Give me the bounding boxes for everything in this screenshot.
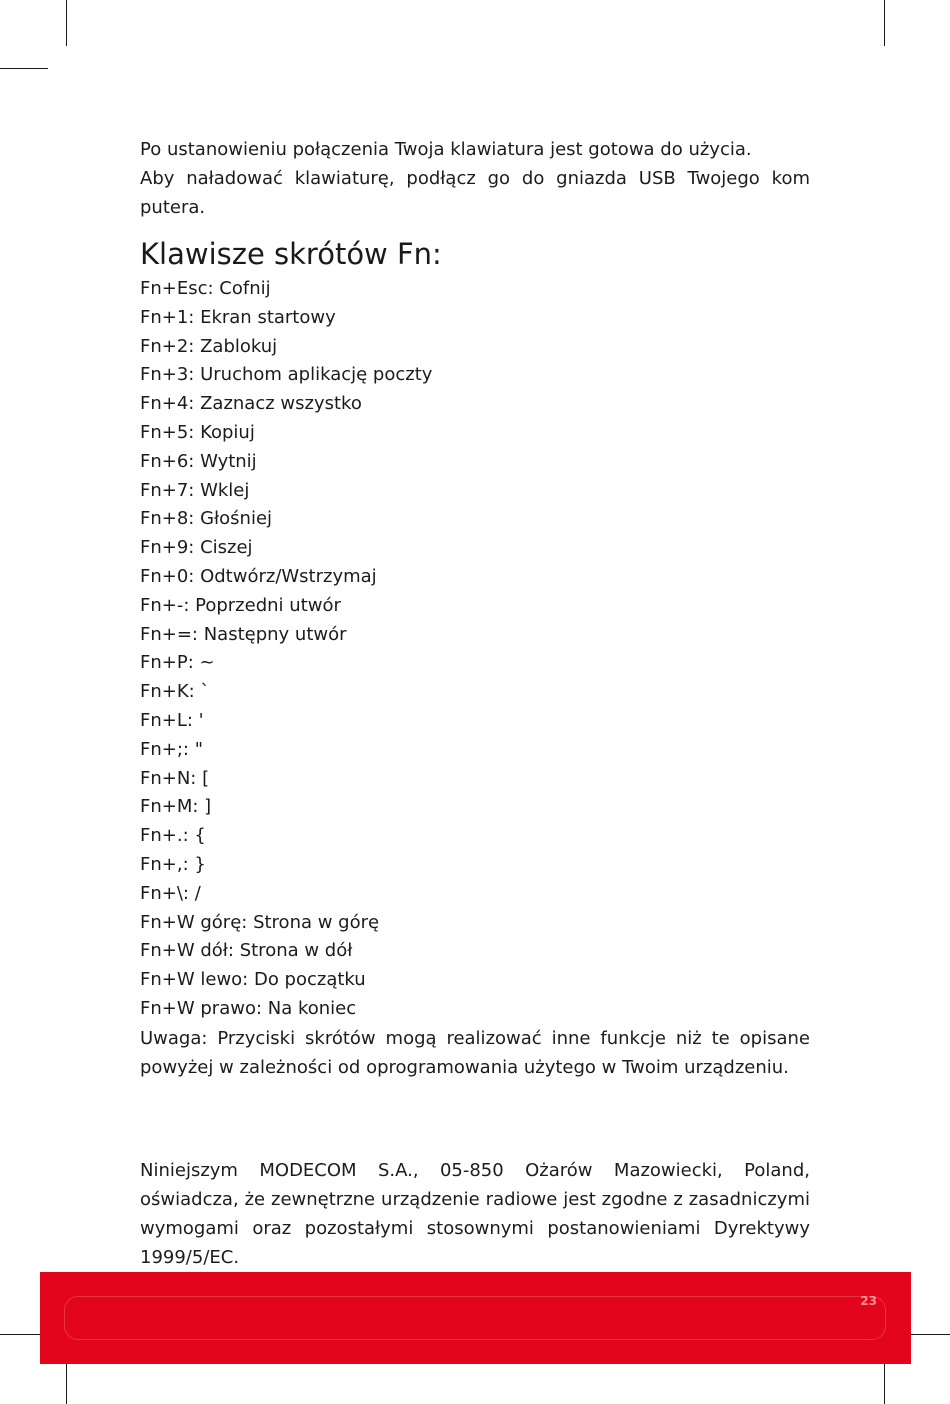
shortcut-item: Fn+W prawo: Na koniec — [140, 997, 357, 1019]
shortcut-item: Fn+2: Zablokuj — [140, 335, 278, 357]
shortcut-item: Fn+W dół: Strona w dół — [140, 940, 353, 962]
manual-content — [140, 135, 810, 1082]
shortcut-item: Fn+5: Kopiuj — [140, 421, 255, 443]
shortcut-item: Fn+=: Następny utwór — [140, 623, 347, 645]
shortcut-item: Fn+-: Poprzedni utwór — [140, 594, 341, 616]
shortcut-item: Fn+W górę: Strona w górę — [140, 911, 380, 933]
footer-inner-frame — [64, 1296, 886, 1340]
conformity-declaration: Niniejszym MODECOM S.A., 05-850 Ożarów Mazowiecki, Poland, oświadcza, że zewnętrzne urządzenie radiowe jest zgodne z zasadniczymi wymogami oraz pozostałymi stosownymi postanowieniami Dyrektywy 1999/5/EC. — [140, 1160, 810, 1268]
intro-line-connected: Po ustanowieniu połączenia Twoja klawiatura jest gotowa do użycia. — [140, 139, 752, 160]
shortcut-item: Fn+1: Ekran startowy — [140, 306, 336, 328]
shortcut-item: Fn+9: Ciszej — [140, 537, 253, 559]
shortcut-item: Fn+4: Zaznacz wszystko — [140, 393, 362, 415]
shortcut-item: Fn+M: ] — [140, 796, 212, 818]
shortcuts-heading: Klawisze skrótów Fn: — [140, 237, 442, 271]
shortcut-list — [140, 275, 810, 1024]
shortcut-item: Fn+6: Wytnij — [140, 450, 257, 472]
shortcut-item: Fn+7: Wklej — [140, 479, 250, 501]
intro-line-charging: Aby naładować klawiaturę, podłącz go do gniazda USB Twojego kom putera. — [140, 168, 810, 218]
page-number: 23 — [860, 1294, 877, 1308]
shortcut-item: Fn+3: Uruchom aplikację poczty — [140, 364, 433, 386]
shortcuts-note: Uwaga: Przyciski skrótów mogą realizować inne funkcje niż te opisane powyżej w zależności od oprogramowania użytego w Twoim urządzeniu. — [140, 1027, 810, 1078]
shortcut-item: Fn+.: { — [140, 825, 206, 847]
shortcut-item: Fn+L: ' — [140, 709, 204, 731]
shortcut-item: Fn+8: Głośniej — [140, 508, 273, 530]
shortcut-item: Fn+W lewo: Do początku — [140, 969, 366, 991]
shortcut-item: Fn+P: ~ — [140, 652, 215, 674]
shortcut-item: Fn+\: / — [140, 882, 201, 904]
shortcut-item: Fn+N: [ — [140, 767, 210, 789]
crop-mark-top-right-vertical — [884, 0, 885, 46]
shortcut-item: Fn+Esc: Cofnij — [140, 278, 271, 299]
shortcut-item: Fn+;: " — [140, 738, 203, 760]
crop-mark-top-left-horizontal — [0, 68, 48, 69]
footer-band — [40, 1272, 911, 1364]
shortcut-item: Fn+K: ` — [140, 681, 210, 703]
crop-mark-top-left-vertical — [66, 0, 67, 46]
shortcut-item: Fn+,: } — [140, 853, 206, 875]
shortcut-item: Fn+0: Odtwórz/Wstrzymaj — [140, 565, 377, 587]
